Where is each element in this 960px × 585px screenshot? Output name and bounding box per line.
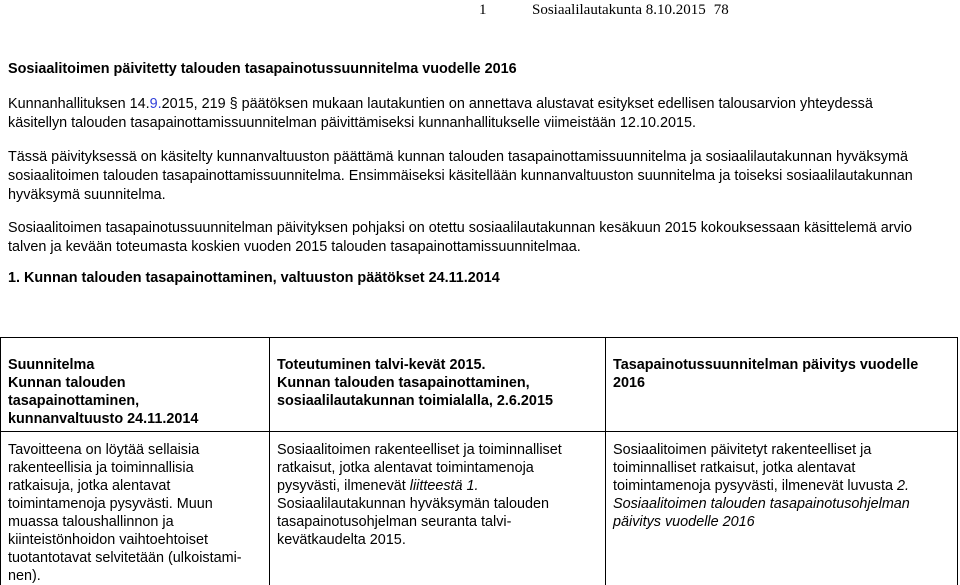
paragraph-3 xyxy=(8,219,954,257)
header-line: Kunnan talouden xyxy=(8,375,126,391)
body-line: muassa taloushallinnon ja xyxy=(8,514,174,530)
header-line: Kunnan talouden tasapainottaminen, xyxy=(277,375,530,391)
header-line: Toteutuminen talvi-kevät 2015. xyxy=(277,357,486,373)
header-meeting: Sosiaalilautakunta 8.10.2015 xyxy=(532,2,706,18)
header-line: kunnanvaltuusto 24.11.2014 xyxy=(8,411,199,427)
p1-line2: käsitellyn talouden tasapainottamissuunnitelman päivittämiseksi kunnanhallitukselle viimeistään 12.10.2015. xyxy=(8,115,696,131)
appendix-reference: liitteestä 1. xyxy=(409,478,479,494)
page-number: 1 xyxy=(479,2,487,18)
table-border xyxy=(0,337,1,585)
table-header-col1 xyxy=(8,356,266,428)
p1-line1-rest: 2015, 219 § päätöksen mukaan lautakuntien on annettava alustavat esitykset edellisen talousarvion yhteydessä xyxy=(161,96,873,112)
body-line: ratkaisuja, jotka alentavat xyxy=(8,478,171,494)
header-line: Tasapainotussuunnitelman päivitys vuodelle xyxy=(613,357,919,373)
body-line: kevätkaudelta 2015. xyxy=(277,532,406,548)
body-text: pysyvästi, ilmenevät xyxy=(277,478,410,494)
body-line xyxy=(613,477,953,495)
body-line: toiminnalliset ratkaisut, jotka alentavat xyxy=(613,460,856,476)
body-line: Sosiaalitoimen talouden tasapainotusohjelman xyxy=(613,496,910,512)
paragraph-2 xyxy=(8,148,954,205)
body-line: päivitys vuodelle 2016 xyxy=(613,514,755,530)
body-line: tuotantotavat selvitetään (ulkoistami- xyxy=(8,550,242,566)
header-line: Suunnitelma xyxy=(8,357,95,373)
table-body-col2 xyxy=(277,441,599,549)
body-line: Sosiaalilautakunnan hyväksymän talouden xyxy=(277,496,550,512)
plan-table xyxy=(0,337,958,585)
p3-line1: Sosiaalitoimen tasapainotussuunnitelman päivityksen pohjaksi on otettu sosiaalilautakunnan kesäkuun 2015 kokouksessaan käsittelemä arvio xyxy=(8,220,912,236)
body-line: ratkaisut, jotka alentavat toimintamenoja xyxy=(277,460,534,476)
table-border xyxy=(605,337,606,585)
p1-highlight: 9. xyxy=(149,96,162,112)
body-text: toimintamenoja pysyvästi, ilmenevät luvusta xyxy=(613,478,897,494)
document-title: Sosiaalitoimen päivitetty talouden tasapainotussuunnitelma vuodelle 2016 xyxy=(8,61,517,77)
table-body-col1 xyxy=(8,441,266,585)
table-body-col3 xyxy=(613,441,953,531)
table-border xyxy=(0,337,958,338)
body-line: tasapainotusohjelman seuranta talvi- xyxy=(277,514,512,530)
body-line: Sosiaalitoimen rakenteelliset ja toiminnalliset xyxy=(277,442,562,458)
p2-line3: hyväksymä suunnitelma. xyxy=(8,187,166,203)
body-line: rakenteellisia ja toiminnallisia xyxy=(8,460,194,476)
body-line xyxy=(277,477,599,495)
header-line: sosiaalilautakunnan toimialalla, 2.6.2015 xyxy=(277,393,553,409)
table-border xyxy=(957,337,958,585)
header-line: 2016 xyxy=(613,375,646,391)
table-header-col2 xyxy=(277,356,599,410)
p2-line2: sosiaalitoimen talouden tasapainottamissuunnitelma. Ensimmäiseksi käsitellään kunnanvaltuuston suunnitelma ja toiseksi sosiaalilautakunnan xyxy=(8,168,913,184)
paragraph-1 xyxy=(8,95,954,133)
table-border xyxy=(269,337,270,585)
p3-line2: talven ja kevään toteumasta koskien vuoden 2015 talouden tasapainottamissuunnitelmaa. xyxy=(8,239,581,255)
body-line: Sosiaalitoimen päivitetyt rakenteelliset ja xyxy=(613,442,872,458)
p2-line1: Tässä päivityksessä on käsitelty kunnanvaltuuston päättämä kunnan talouden tasapainottamissuunnitelma ja sosiaalilautakunnan hyväksymä xyxy=(8,149,908,165)
body-line: toimintamenoja pysyvästi. Muun xyxy=(8,496,213,512)
section-heading: 1. Kunnan talouden tasapainottaminen, valtuuston päätökset 24.11.2014 xyxy=(8,270,500,286)
p1-prefix: Kunnanhallituksen 14. xyxy=(8,96,150,112)
body-line: kiinteistönhoidon vaihtoehtoiset xyxy=(8,532,209,548)
chapter-reference: 2. xyxy=(896,478,909,494)
section-number: 78 xyxy=(713,2,729,18)
header-meta xyxy=(532,2,729,19)
table-border xyxy=(0,431,958,432)
body-line: nen). xyxy=(8,568,41,584)
table-header-col3 xyxy=(613,356,953,392)
page-header xyxy=(0,0,960,22)
header-line: tasapainottaminen, xyxy=(8,393,140,409)
body-line: Tavoitteena on löytää sellaisia xyxy=(8,442,200,458)
